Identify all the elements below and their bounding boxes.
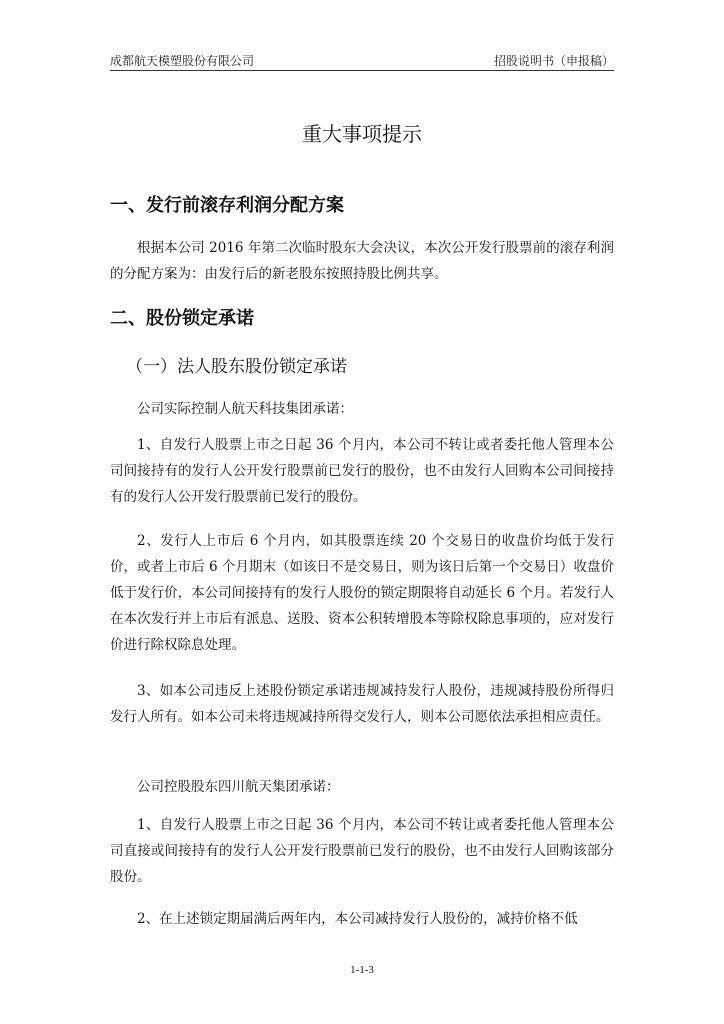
paragraph-intro-shareholder: 公司控股股东四川航天集团承诺：	[137, 779, 340, 795]
paragraph-item-1: 1、自发行人股票上市之日起 36 个月内，本公司不转让或者委托他人管理本公司间接持有的发行人公开发行股票前已发行的股份，也不由发行人回购本公司间接持有的发行人公开发行股票前已发行的股份。	[110, 437, 614, 505]
subsection-heading-corporate: （一）法人股东股份锁定承诺	[126, 357, 347, 377]
paragraph-item-5: 2、在上述锁定期届满后两年内，本公司减持发行人股份的，减持价格不低	[137, 911, 578, 927]
page-header	[110, 52, 614, 71]
paragraph-intro-controller: 公司实际控制人航天科技集团承诺：	[137, 401, 353, 417]
section-heading-profit: 一、发行前滚存利润分配方案	[110, 195, 344, 216]
section-heading-lockup: 二、股份锁定承诺	[110, 308, 254, 329]
paragraph-item-2: 2、发行人上市后 6 个月内，如其股票连续 20 个交易日的收盘价均低于发行价，或者上市后 6 个月期末（如该日不是交易日，则为该日后第一个交易日）收盘价低于发行价，本公司间接持有的发行人股份的锁定期限将自动延长 6 个月。若发行人在本次发行并上市后有派息、送股、资本公积转增股本等除权除息事项的，应对发行价进行除权除息处理。	[110, 533, 614, 653]
page-title: 重大事项提示	[302, 122, 422, 146]
page-number: 1-1-3	[350, 964, 374, 976]
paragraph-profit: 根据本公司 2016 年第二次临时股东大会决议，本次公开发行股票前的滚存利润的分配方案为：由发行后的新老股东按照持股比例共享。	[110, 240, 614, 282]
paragraph-item-3: 3、如本公司违反上述股份锁定承诺违规减持发行人股份，违规减持股份所得归发行人所有。如本公司未将违规减持所得交发行人，则本公司愿依法承担相应责任。	[110, 683, 614, 725]
paragraph-item-4: 1、自发行人股票上市之日起 36 个月内，本公司不转让或者委托他人管理本公司直接或间接持有的发行人公开发行股票前已发行的股份，也不由发行人回购该部分股份。	[110, 817, 614, 885]
header-company: 成都航天模塑股份有限公司	[110, 54, 255, 68]
header-doc-title: 招股说明书（申报稿）	[493, 54, 614, 68]
